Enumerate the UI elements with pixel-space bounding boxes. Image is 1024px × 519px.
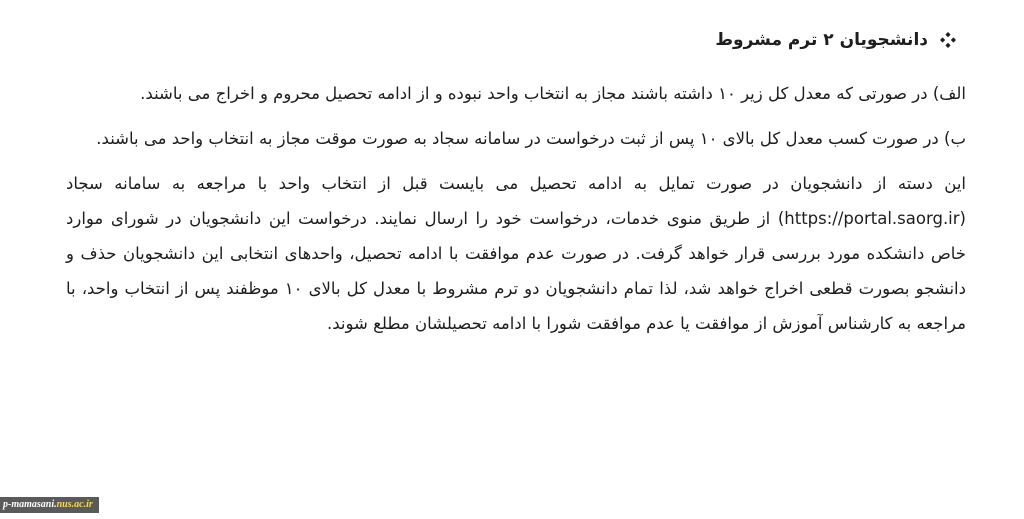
paragraph-main-part2: از طریق منوی خدمات، درخواست خود را ارسال نمایند. درخواست این دانشجویان در شورای موارد خاص دانشکده مورد بررسی قرار خواهد گرفت. در صورت عدم موافقت با ادامه تحصیل، واحدهای انتخابی این دانشجویان حذف و دانشجو بصورت قطعی اخراج خواهد شد، لذا تمام دانشجویان دو ترم مشروط با معدل کل بالای ۱۰ موظفند پس از انتخاب واحد، با مراجعه به کارشناس آموزش از موافقت یا عدم موافقت شورا با ادامه تحصیلشان مطلع شوند. (66, 209, 966, 333)
paragraph-be: ب) در صورت کسب معدل کل بالای ۱۰ پس از ثبت درخواست در سامانه سجاد به صورت موقت مجاز به انتخاب واحد می باشند. (96, 129, 966, 148)
watermark-prefix: p-mamasani. (3, 499, 57, 510)
paragraph-main-part1: این دسته از دانشجویان در صورت تمایل به ادامه تحصیل می بایست قبل از انتخاب واحد با مراجعه به سامانه سجاد (66, 174, 966, 193)
document-body (66, 22, 966, 351)
section-heading (66, 22, 966, 58)
portal-url-text: (https://portal.saorg.ir) (777, 209, 966, 228)
paragraph-main (66, 166, 966, 341)
section-title: دانشجویان ۲ ترم مشروط (715, 30, 928, 50)
four-diamond-bullet-icon (940, 32, 956, 48)
paragraph-alef: الف) در صورتی که معدل کل زیر ۱۰ داشته باشند مجاز به انتخاب واحد نبوده و از ادامه تحصیل محروم و اخراج می باشند. (140, 84, 966, 103)
watermark-accent: nus.ac.ir (56, 499, 93, 510)
site-watermark (0, 497, 99, 513)
